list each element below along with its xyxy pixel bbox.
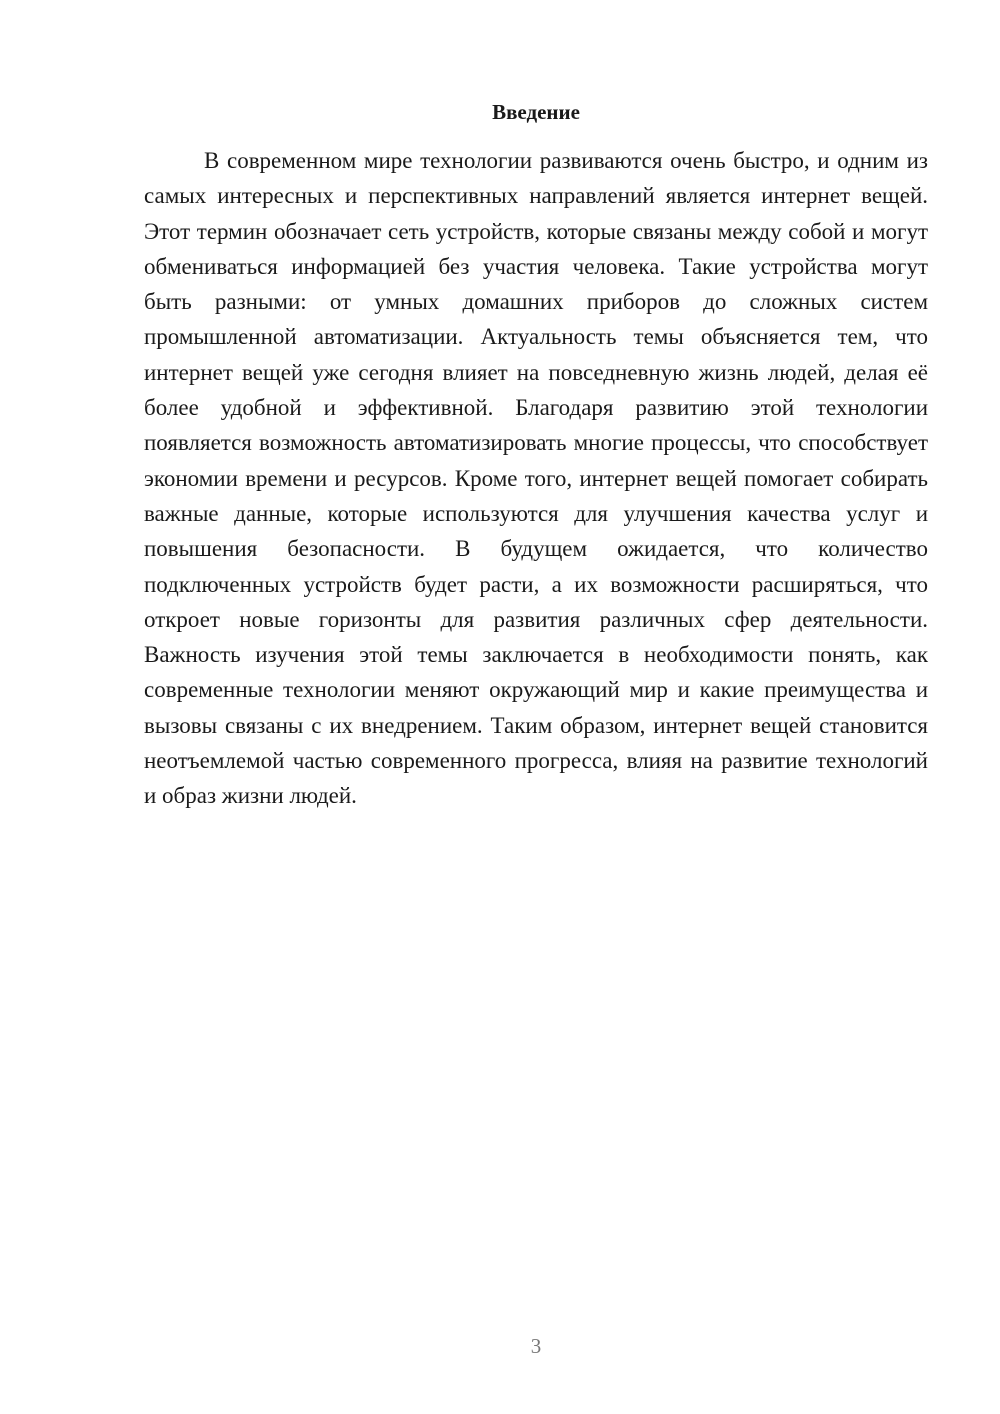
- body-paragraph: В современном мире технологии развиваются очень быстро, и одним из самых интересных и перспективных направлений является интернет вещей. Этот термин обозначает сеть устройств, которые связаны между собой и могут обмениваться информацией без участия человека. Такие устройства могут быть разными: от умных домашних приборов до сложных систем промышленной автоматизации. Актуальность темы объясняется тем, что интернет вещей уже сегодня влияет на повседневную жизнь людей, делая её более удобной и эффективной. Благодаря развитию этой технологии появляется возможность автоматизировать многие процессы, что способствует экономии времени и ресурсов. Кроме того, интернет вещей помогает собирать важные данные, которые используются для улучшения качества услуг и повышения безопасности. В будущем ожидается, что количество подключенных устройств будет расти, а их возможности расширяться, что откроет новые горизонты для развития различных сфер деятельности. Важность изучения этой темы заключается в необходимости понять, как современные технологии меняют окружающий мир и какие преимущества и вызовы связаны с их внедрением. Таким образом, интернет вещей становится неотъемлемой частью современного прогресса, влияя на развитие технологий и образ жизни людей.: [144, 148, 928, 809]
- page-number: 3: [530, 1334, 542, 1358]
- section-title: Введение: [492, 100, 580, 124]
